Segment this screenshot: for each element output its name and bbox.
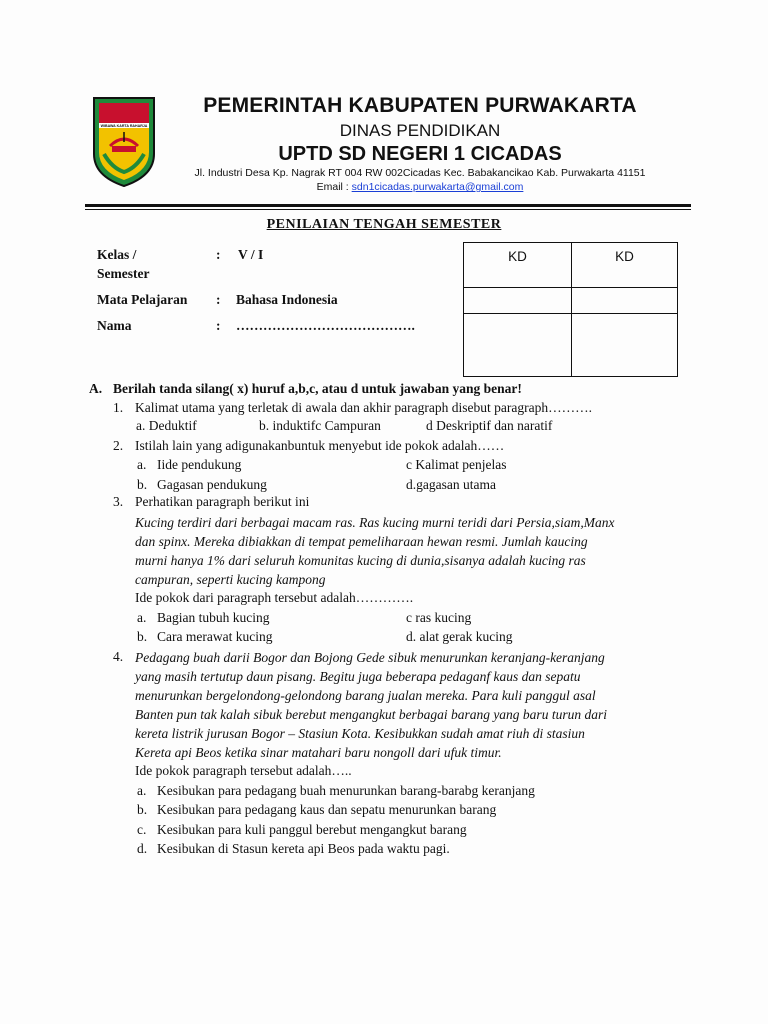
q3-passage-line: dan spinx. Mereka dibiakkan di tempat pemeliharaan hewan resmi. Jumlah kaucing bbox=[135, 534, 588, 549]
q3-passage-line: Kucing terdiri dari berbagai macam ras. Ras kucing murni teridi dari Persia,siam,Manx bbox=[135, 515, 615, 530]
header-rule-thin bbox=[85, 209, 691, 210]
nama-colon: : bbox=[216, 318, 221, 333]
header-email-line bbox=[160, 181, 680, 193]
header-school: UPTD SD NEGERI 1 CICADAS bbox=[278, 143, 562, 165]
q3-passage bbox=[135, 513, 676, 589]
q4-option-c-marker: c. bbox=[137, 822, 147, 837]
q3-option-d[interactable]: d. alat gerak kucing bbox=[406, 629, 513, 644]
q4-option-c[interactable]: Kesibukan para kuli panggul berebut mengangkut barang bbox=[157, 822, 467, 837]
kelas-label: Kelas / bbox=[97, 247, 137, 262]
q4-passage-line: kereta listrik jurusan Bogor – Stasiun Kota. Kesibukkan sudah amat riuh di stasiun bbox=[135, 726, 585, 741]
q2-text: Istilah lain yang adigunakanbuntuk menyebut ide pokok adalah…… bbox=[135, 438, 505, 453]
q1-text: Kalimat utama yang terletak di awala dan akhir paragraph disebut paragraph………. bbox=[135, 400, 592, 415]
kelas-value: V / I bbox=[238, 247, 264, 262]
header-government: PEMERINTAH KABUPATEN PURWAKARTA bbox=[203, 94, 637, 117]
q1-option-a[interactable]: a. Deduktif bbox=[136, 418, 197, 433]
exam-title: PENILAIAN TENGAH SEMESTER bbox=[266, 217, 502, 232]
q4-option-d-marker: d. bbox=[137, 841, 148, 856]
q4-passage-line: yang masih tertutup daun pisang. Begitu juga beberapa pedaganf kaus dan sepatu bbox=[135, 669, 581, 684]
header-rule-thick bbox=[85, 204, 691, 207]
q2-option-c[interactable]: c Kalimat penjelas bbox=[406, 457, 507, 472]
nama-label: Nama bbox=[97, 318, 132, 333]
q3-option-c[interactable]: c ras kucing bbox=[406, 610, 472, 625]
q2-option-d[interactable]: d.gagasan utama bbox=[406, 477, 496, 492]
section-a-marker: A. bbox=[89, 381, 103, 396]
mapel-value: Bahasa Indonesia bbox=[236, 292, 338, 307]
q4-passage-line: Banten pun tak kalah sibuk berebut mengangkut berbagai barang yang baru turun dari bbox=[135, 707, 607, 722]
email-label: Email : bbox=[316, 181, 352, 193]
kd-score-table bbox=[463, 242, 678, 377]
q4-option-a[interactable]: Kesibukan para pedagang buah menurunkan barang-barabg keranjang bbox=[157, 783, 535, 798]
q3-option-b[interactable]: Cara merawat kucing bbox=[157, 629, 273, 644]
q3-number: 3. bbox=[113, 494, 124, 509]
mapel-colon: : bbox=[216, 292, 221, 307]
section-a-instruction: Berilah tanda silang( x) huruf a,b,c, atau d untuk jawaban yang benar! bbox=[113, 381, 522, 396]
q2-option-a-marker: a. bbox=[137, 457, 147, 472]
q4-option-d[interactable]: Kesibukan di Stasun kereta api Beos pada waktu pagi. bbox=[157, 841, 450, 856]
header-address: Jl. Industri Desa Kp. Nagrak RT 004 RW 002Cicadas Kec. Babakancikao Kab. Purwakarta 41151 bbox=[194, 167, 646, 179]
q4-question: Ide pokok paragraph tersebut adalah….. bbox=[135, 763, 352, 778]
q4-passage-line: Pedagang buah darii Bogor dan Bojong Gede sibuk menurunkan keranjang-keranjang bbox=[135, 650, 605, 665]
q3-option-a-marker: a. bbox=[137, 610, 147, 625]
kd-header-2: KD bbox=[615, 249, 634, 264]
semester-label: Semester bbox=[97, 266, 150, 281]
q2-option-b[interactable]: Gagasan pendukung bbox=[157, 477, 267, 492]
q3-text: Perhatikan paragraph berikut ini bbox=[135, 494, 310, 509]
email-link[interactable]: sdn1cicadas.purwakarta@gmail.com bbox=[351, 181, 524, 193]
q3-option-a[interactable]: Bagian tubuh kucing bbox=[157, 610, 270, 625]
svg-text:WIBAWA KARTA RAHARJA: WIBAWA KARTA RAHARJA bbox=[100, 124, 148, 128]
q4-number: 4. bbox=[113, 649, 124, 664]
header-department: DINAS PENDIDIKAN bbox=[339, 121, 501, 140]
nama-value[interactable]: …………………………………. bbox=[236, 318, 415, 333]
q3-passage-line: campuran, seperti kucing kampong bbox=[135, 572, 326, 587]
q4-passage-line: Kereta api Beos ketika sinar matahari baru nongoll dari ufuk timur. bbox=[135, 745, 502, 760]
kd-table-rule bbox=[464, 313, 677, 314]
q4-option-b[interactable]: Kesibukan para pedagang kaus dan sepatu menurunkan barang bbox=[157, 802, 497, 817]
q3-question: Ide pokok dari paragraph tersebut adalah…………. bbox=[135, 590, 414, 605]
kd-header-1: KD bbox=[508, 249, 527, 264]
kd-table-rule bbox=[464, 287, 677, 288]
q1-option-d[interactable]: d Deskriptif dan naratif bbox=[426, 418, 553, 433]
mapel-label: Mata Pelajaran bbox=[97, 292, 188, 307]
q3-passage-line: murni hanya 1% dari seluruh komunitas kucing di dunia,sisanya adalah kucing ras bbox=[135, 553, 586, 568]
q3-option-b-marker: b. bbox=[137, 629, 148, 644]
q4-option-a-marker: a. bbox=[137, 783, 147, 798]
q1-number: 1. bbox=[113, 400, 124, 415]
purwakarta-logo bbox=[90, 96, 158, 188]
q2-option-a[interactable]: Iide pendukung bbox=[157, 457, 242, 472]
kelas-colon: : bbox=[216, 247, 221, 262]
q4-passage bbox=[135, 648, 676, 762]
q4-passage-line: menurunkan bergelondong-gelondong barang jualan mereka. Para kuli panggul asal bbox=[135, 688, 596, 703]
q2-number: 2. bbox=[113, 438, 124, 453]
q2-option-b-marker: b. bbox=[137, 477, 148, 492]
q4-option-b-marker: b. bbox=[137, 802, 148, 817]
q1-option-b[interactable]: b. induktifc Campuran bbox=[259, 418, 381, 433]
